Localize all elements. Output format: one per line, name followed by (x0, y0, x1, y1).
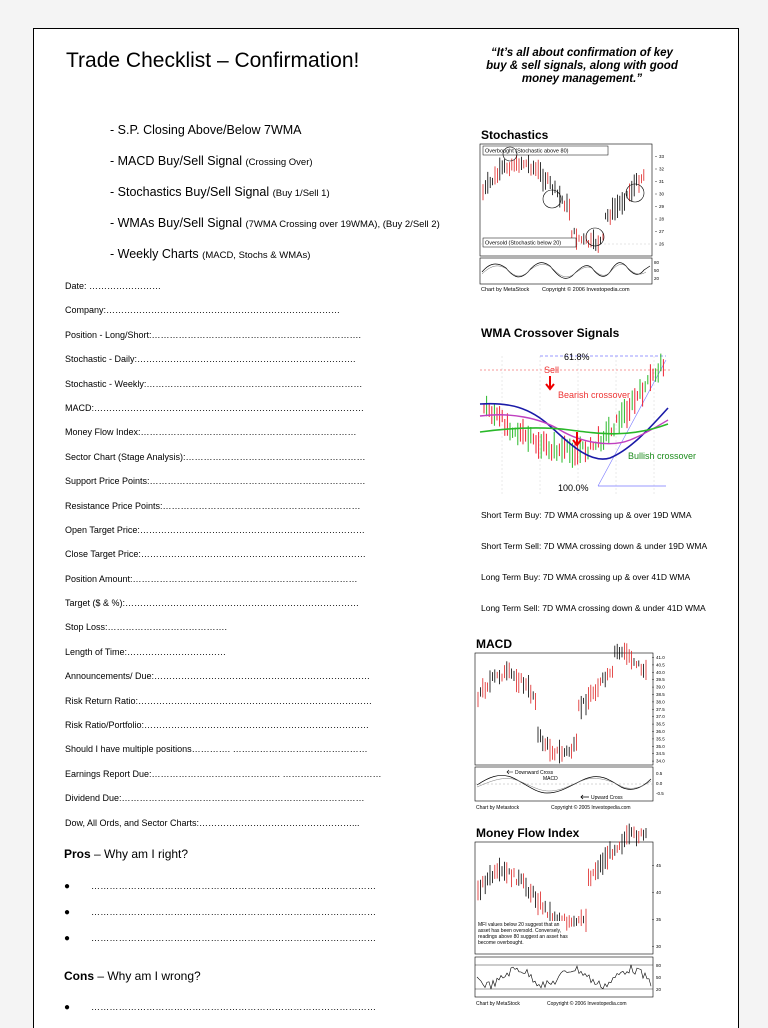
bullet-icon: ● (64, 1002, 71, 1013)
chart-copyright: Copyright © 2006 Investopedia.com (542, 287, 630, 293)
form-field-company[interactable]: Company:…………………………………………………………………… (65, 305, 341, 316)
oversold-label: Oversold (Stochastic below 20) (485, 240, 562, 247)
stochastics-chart (480, 144, 670, 294)
wma-background (480, 346, 670, 494)
price-tick: 41.0 (656, 655, 665, 660)
overbought-label: Overbought (Stochastic above 80) (485, 148, 569, 155)
price-tick: 37.0 (656, 714, 665, 720)
bearish-text: Bearish crossover (558, 390, 631, 400)
chart-copyright: Copyright © 2006 Investopedia.com (547, 1001, 627, 1007)
cons-heading (64, 969, 201, 983)
checklist-item-note: (Buy 1/Sell 1) (272, 188, 330, 199)
form-field-money-flow-index[interactable]: Money Flow Index:……………………………………………………………… (65, 427, 357, 438)
checklist-item-note: (MACD, Stochs & WMAs) (202, 250, 311, 261)
form-field-macd[interactable]: MACD:……………………………………………………………………………… (65, 402, 364, 413)
form-field-position[interactable]: Position - Long/Short:……………………………………………………………. (65, 329, 362, 340)
checklist-item-main: - MACD Buy/Sell Signal (110, 154, 242, 168)
pros-item[interactable] (64, 932, 376, 958)
downward-cross-label: Downward Cross (515, 770, 554, 776)
chart-copyright: Copyright © 2005 Investopedia.com (551, 805, 631, 811)
checklist-item-main: - WMAs Buy/Sell Signal (110, 216, 242, 230)
price-tick: 29 (659, 204, 665, 209)
checklist-item-main: - Weekly Charts (110, 247, 199, 261)
osc-tick: 0.0 (656, 781, 663, 786)
bullet-icon: ● (64, 907, 71, 918)
blank-line: ………………………………………………………………………………… (91, 933, 377, 943)
checklist-item-main: - Stochastics Buy/Sell Signal (110, 185, 270, 199)
form-field-stochastic-daily[interactable]: Stochastic - Daily:………………………………………………………………. (65, 354, 356, 365)
form-field-resistance-price[interactable]: Resistance Price Points:………………………………………………………… (65, 500, 361, 511)
mfi-title: Money Flow Index (476, 826, 580, 840)
oscillator-panel-frame (475, 957, 653, 997)
form-field-position-amount[interactable]: Position Amount:………………………………………………………………… (65, 573, 358, 584)
price-tick: 31 (659, 179, 665, 184)
rule-long-buy: Long Term Buy: 7D WMA crossing up & over 41D WMA (481, 572, 691, 582)
checklist-item-main: - S.P. Closing Above/Below 7WMA (110, 123, 302, 137)
macd-chart (475, 653, 675, 813)
pros-label: Pros (64, 847, 91, 861)
checklist-item (110, 247, 440, 278)
wma-title: WMA Crossover Signals (481, 326, 620, 340)
fib-label: 100.0% (558, 483, 589, 493)
price-tick: 35.5 (656, 736, 665, 742)
stochastics-title: Stochastics (481, 128, 549, 142)
form-field-index-charts[interactable]: Dow, All Ords, and Sector Charts:……………………………………………... (65, 817, 360, 828)
form-field-support-price[interactable]: Support Price Points:……………………………………………………………… (65, 476, 366, 487)
price-tick: 34.5 (656, 751, 665, 757)
upward-cross-label: Upward Cross (591, 795, 623, 801)
mfi-chart (475, 842, 675, 1008)
cons-list (64, 1001, 376, 1027)
price-tick: 40 (656, 890, 662, 895)
chart-credit: Chart by Metastock (476, 805, 520, 811)
checklist (110, 123, 440, 278)
cons-question: – Why am I wrong? (94, 969, 201, 983)
form-field-earnings-report[interactable]: Earnings Report Due:……………………………………. …………………………… (65, 768, 382, 779)
price-tick: 35.0 (656, 743, 665, 749)
pros-heading (64, 847, 188, 861)
cons-item[interactable] (64, 1001, 376, 1027)
wma-chart (480, 346, 697, 494)
mfi-note: MFI values below 20 suggest that an asset has been oversold. Conversely, readings above 80 suggest an asset has become overbought. (478, 922, 568, 946)
price-tick: 37.5 (656, 706, 665, 712)
osc-tick: 50 (654, 268, 660, 273)
price-tick: 36.5 (656, 721, 665, 727)
form-field-sector-chart[interactable]: Sector Chart (Stage Analysis):…………………………………………………… (65, 451, 366, 462)
quote-text: “It’s all about confirmation of key buy & sell signals, along with good money management.” (486, 47, 678, 85)
form-field-announcements[interactable]: Announcements/ Due:……………………………………………………………… (65, 671, 371, 682)
price-axis (655, 154, 665, 247)
rule-long-sell: Long Term Sell: 7D WMA crossing down & under 41D WMA (481, 603, 706, 613)
trade-form (65, 281, 382, 842)
form-field-stochastic-weekly[interactable]: Stochastic - Weekly:……………………………………………………………… (65, 378, 363, 389)
price-tick: 26 (659, 241, 665, 247)
price-tick: 30 (656, 944, 662, 949)
osc-tick: 0.5 (656, 771, 663, 776)
checklist-page (33, 28, 739, 1028)
price-tick: 36.0 (656, 729, 665, 734)
checklist-item-note: (Crossing Over) (245, 157, 313, 168)
pros-item[interactable] (64, 906, 376, 932)
blank-line: ………………………………………………………………………………… (91, 1002, 377, 1012)
price-tick: 38.0 (656, 699, 665, 705)
form-field-multiple-positions[interactable]: Should I have multiple positions…………. ……………………………………… (65, 744, 368, 755)
chart-credit: Chart by MetaStock (476, 1001, 520, 1007)
pros-item[interactable] (64, 880, 376, 906)
price-tick: 34.0 (656, 758, 665, 764)
chart-credit: Chart by MetaStock (481, 287, 530, 293)
macd-title: MACD (476, 637, 512, 651)
price-tick: 38.5 (656, 692, 665, 697)
price-axis (652, 863, 662, 949)
bullish-label: Bullish crossover (628, 451, 697, 461)
price-tick: 45 (656, 863, 662, 868)
price-tick: 28 (659, 216, 665, 222)
bearish-label (558, 390, 630, 400)
form-field-risk-return[interactable]: Risk Return Ratio:…………………………………………………………………… (65, 695, 373, 706)
form-field-date[interactable]: Date: …………………… (65, 281, 162, 291)
cons-label: Cons (64, 969, 94, 983)
form-field-dividend[interactable]: Dividend Due:……………………………………………………………………… (65, 793, 365, 804)
price-tick: 30 (659, 191, 665, 197)
osc-tick: 80 (656, 963, 662, 968)
pros-list (64, 880, 376, 958)
blank-line: ………………………………………………………………………………… (91, 881, 377, 891)
macd-line-label: MACD (543, 776, 558, 782)
price-tick: 39.0 (656, 684, 665, 690)
price-tick: 40.5 (656, 662, 665, 668)
checklist-item (110, 216, 440, 247)
price-tick: 32 (659, 166, 665, 172)
page-title: Trade Checklist – Confirmation! (66, 49, 360, 72)
form-field-length-of-time[interactable]: Length of Time:…………………………… (65, 646, 227, 657)
form-field-open-target[interactable]: Open Target Price:………………………………………………………………… (65, 524, 365, 535)
rule-short-buy: Short Term Buy: 7D WMA crossing up & over 19D WMA (481, 510, 692, 520)
osc-tick: 50 (656, 975, 662, 980)
price-tick: 33 (659, 154, 665, 159)
form-field-close-target[interactable]: Close Target Price:………………………………………………………………… (65, 549, 366, 560)
osc-tick: -0.5 (656, 791, 664, 796)
osc-tick: 20 (654, 276, 660, 281)
form-field-stop-loss[interactable]: Stop Loss:…………………………………. (65, 622, 228, 633)
price-axis (652, 655, 665, 764)
price-tick: 40.0 (656, 669, 665, 675)
checklist-item (110, 154, 440, 185)
blank-line: ………………………………………………………………………………… (91, 907, 377, 917)
bullet-icon: ● (64, 881, 71, 892)
osc-tick: 20 (656, 987, 662, 992)
checklist-item (110, 123, 440, 154)
pros-question: – Why am I right? (90, 847, 189, 861)
form-field-risk-portfolio[interactable]: Risk Ratio/Portfolio:………………………………………………………………… (65, 720, 370, 731)
form-field-target[interactable]: Target ($ & %):…………………………………………………………………… (65, 598, 360, 609)
price-tick: 39.5 (656, 677, 665, 683)
osc-tick: 80 (654, 260, 660, 265)
price-tick: 27 (659, 229, 665, 234)
oscillator-panel-frame (480, 258, 652, 284)
rule-short-sell: Short Term Sell: 7D WMA crossing down & under 19D WMA (481, 541, 708, 551)
fib-label: 61.8% (564, 352, 590, 362)
bullet-icon: ● (64, 933, 71, 944)
checklist-item (110, 185, 440, 216)
sell-label: Sell (544, 365, 560, 375)
price-tick: 35 (656, 917, 662, 922)
checklist-item-note: (7WMA Crossing over 19WMA), (Buy 2/Sell 2) (245, 219, 440, 230)
